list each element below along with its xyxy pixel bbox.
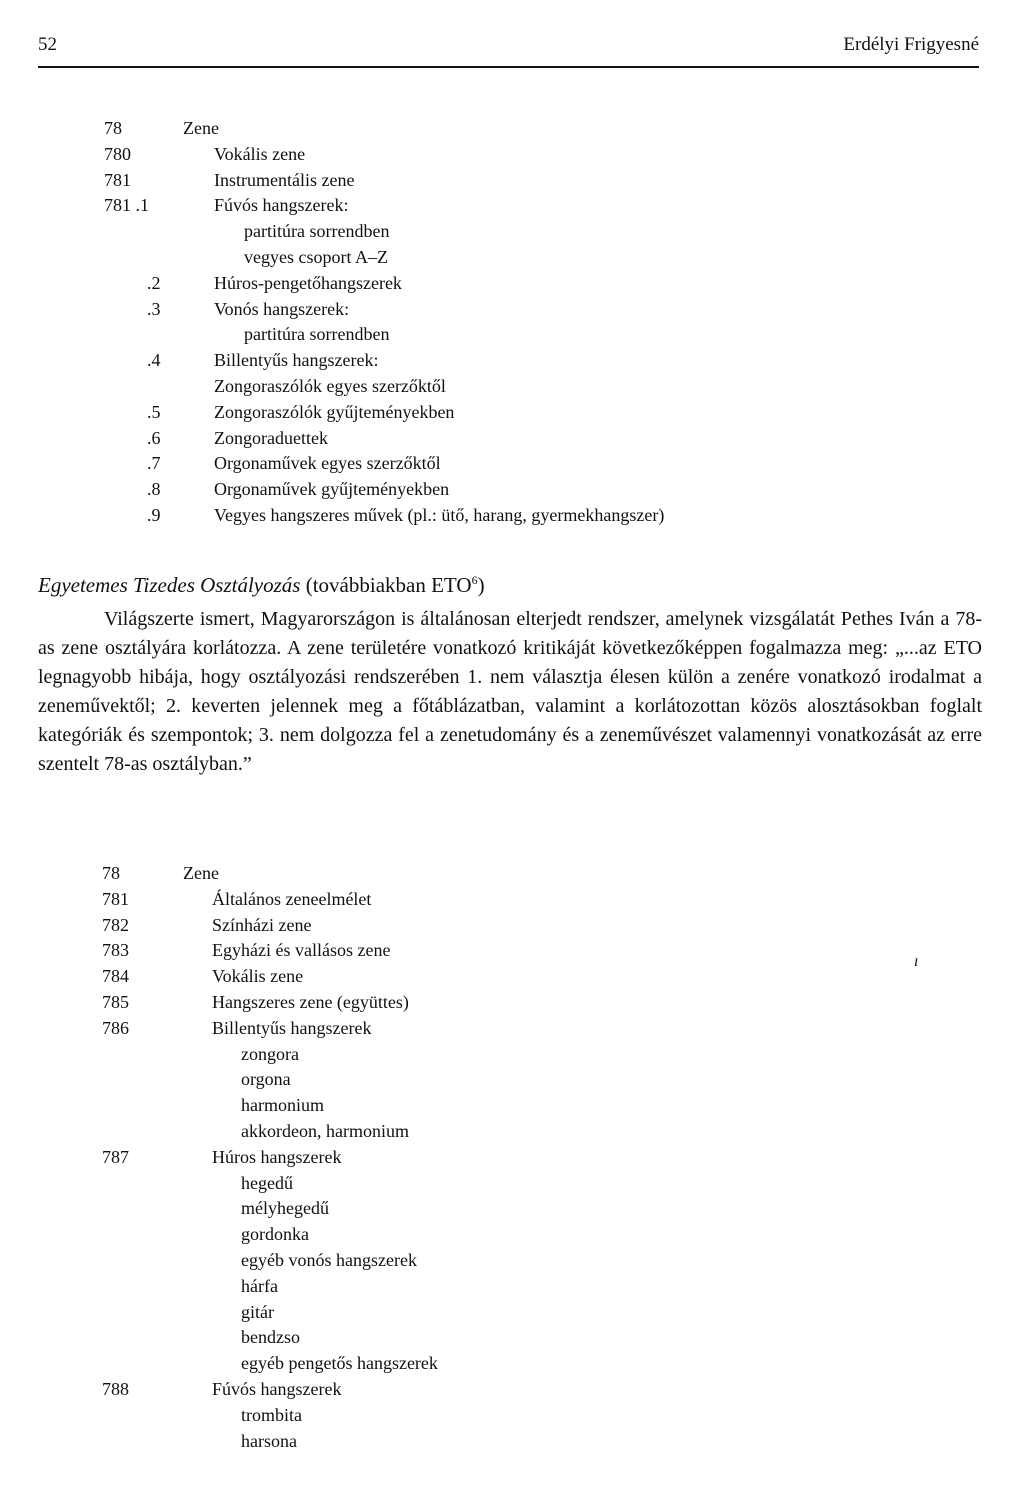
list-item <box>0 937 1000 963</box>
class-label: akkordeon, harmonium <box>241 1121 409 1141</box>
class-number: 784 <box>102 966 129 987</box>
class-number: .4 <box>147 350 161 371</box>
list-item <box>0 1324 1000 1350</box>
class-label: mélyhegedű <box>241 1198 329 1219</box>
class-number: 780 <box>104 143 131 164</box>
list-item <box>0 347 1000 373</box>
list-item <box>0 912 1000 938</box>
class-label: hárfa <box>241 1275 278 1296</box>
class-label: hegedű <box>241 1172 293 1193</box>
list-item <box>0 989 1000 1015</box>
class-number: 781 <box>102 888 129 909</box>
class-label: Hangszeres zene (együttes) <box>212 992 409 1012</box>
list-item <box>0 1273 1000 1299</box>
footnote-ref: 6 <box>471 573 478 587</box>
class-label: zongora <box>241 1043 299 1064</box>
class-label: harmonium <box>241 1095 324 1116</box>
class-label: Egyházi és vallásos zene <box>212 940 391 961</box>
class-label: Zene <box>183 118 219 138</box>
class-label: Vegyes hangszeres művek (pl.: ütő, harang, gyermekhangszer) <box>214 505 665 525</box>
section-title-italic: Egyetemes Tizedes Osztályozás <box>38 573 301 597</box>
list-item <box>0 1144 1000 1170</box>
list-item <box>0 1428 1000 1454</box>
class-number: 78 <box>102 863 120 883</box>
class-number: 781 <box>104 169 131 190</box>
list-item <box>0 1299 1000 1325</box>
list-item <box>0 192 1000 218</box>
list-item <box>0 450 1000 476</box>
running-author: Erdélyi Frigyesné <box>843 34 979 55</box>
list-item <box>0 476 1000 502</box>
list-item <box>0 1247 1000 1273</box>
class-label: Általános zeneelmélet <box>212 888 372 909</box>
class-label: Billentyűs hangszerek: <box>214 350 379 371</box>
class-number: .3 <box>147 298 161 319</box>
class-label: Zongoraszólók egyes szerzőktől <box>214 376 446 396</box>
list-item <box>0 1118 1000 1144</box>
class-label: harsona <box>241 1430 297 1451</box>
class-label: Zongoraduettek <box>214 427 328 448</box>
list-item <box>0 1041 1000 1067</box>
section-title-close: ) <box>477 573 485 597</box>
class-label: bendzso <box>241 1327 300 1348</box>
class-label: Zongoraszólók gyűjteményekben <box>214 401 455 422</box>
section-title-rest: (továbbiakban ETO <box>300 573 472 597</box>
stray-mark: ı <box>914 953 919 970</box>
list-item <box>0 373 1000 399</box>
class-label: trombita <box>241 1404 302 1425</box>
class-number: 786 <box>102 1017 129 1038</box>
class-label: Orgonaművek egyes szerzőktől <box>214 453 441 474</box>
class-label: Vonós hangszerek: <box>214 298 350 319</box>
list-item <box>0 1170 1000 1196</box>
list-item <box>0 321 1000 347</box>
class-number: .5 <box>147 401 161 422</box>
class-number: 788 <box>102 1379 129 1399</box>
list-item <box>0 425 1000 451</box>
class-label: Fúvós hangszerek: <box>214 195 349 216</box>
class-number: 787 <box>102 1146 129 1167</box>
class-label: gordonka <box>241 1224 309 1245</box>
section-title <box>38 573 485 598</box>
class-number: .6 <box>147 427 161 448</box>
class-number: 782 <box>102 914 129 935</box>
page-number: 52 <box>38 34 57 55</box>
class-label: vegyes csoport A–Z <box>244 247 388 267</box>
list-item <box>0 115 1000 141</box>
list-item <box>0 141 1000 167</box>
list-item <box>0 860 1000 886</box>
class-label: partitúra sorrendben <box>244 324 390 345</box>
class-number: 78 <box>104 118 122 138</box>
list-item <box>0 1221 1000 1247</box>
class-label: Vokális zene <box>214 143 306 164</box>
class-label: Orgonaművek gyűjteményekben <box>214 479 450 500</box>
class-label: orgona <box>241 1069 291 1090</box>
list-item <box>0 218 1000 244</box>
class-number: 785 <box>102 992 129 1012</box>
class-number: .7 <box>147 453 161 474</box>
list-item <box>0 270 1000 296</box>
list-item <box>0 167 1000 193</box>
class-number: 783 <box>102 940 129 961</box>
class-number: .2 <box>147 272 161 293</box>
list-item <box>0 399 1000 425</box>
class-label: Vokális zene <box>212 966 304 987</box>
list-item <box>0 502 1000 528</box>
class-label: Húros hangszerek <box>212 1146 342 1167</box>
class-label: Fúvós hangszerek <box>212 1379 342 1399</box>
list-item <box>0 1066 1000 1092</box>
class-number: .8 <box>147 479 161 500</box>
list-item <box>0 1092 1000 1118</box>
list-item <box>0 296 1000 322</box>
body-paragraph: Világszerte ismert, Magyarországon is általánosan elterjedt rendszer, amelynek vizsgálatát Pethes Iván a 78-as zene osztályára korlátozza. A zene területére vonatkozó kritikáját következőképpen fogalmazza meg: „...az ETO legnagyobb hibája, hogy osztályozási rendszerében 1. nem választja élesen külön a zenére vonatkozó irodalmat a zeneművektől; 2. keverten jelennek meg a főtáblázatban, valamint a korlátozottan közös alosztásokban foglalt kategóriák és szempontok; 3. nem dolgozza fel a zenetudomány és a zeneművészet valamennyi vonatkozását az erre szentelt 78-as osztályban.” <box>38 608 982 775</box>
list-item <box>0 1350 1000 1376</box>
class-label: Színházi zene <box>212 914 312 935</box>
class-label: Instrumentális zene <box>214 169 355 190</box>
class-label: egyéb vonós hangszerek <box>241 1250 417 1270</box>
class-label: partitúra sorrendben <box>244 221 390 242</box>
class-label: egyéb pengetős hangszerek <box>241 1353 438 1374</box>
list-item <box>0 1402 1000 1428</box>
class-label: Húros-pengetőhangszerek <box>214 272 402 293</box>
class-label: gitár <box>241 1301 274 1322</box>
list-item <box>0 1195 1000 1221</box>
class-number: .9 <box>147 505 161 525</box>
header-rule <box>38 66 979 68</box>
list-item <box>0 886 1000 912</box>
page-header <box>38 34 979 56</box>
class-label: Zene <box>183 863 219 883</box>
list-item <box>0 1015 1000 1041</box>
list-item <box>0 244 1000 270</box>
class-number: 781 .1 <box>104 195 149 216</box>
class-label: Billentyűs hangszerek <box>212 1017 372 1038</box>
list-item <box>0 963 1000 989</box>
list-item <box>0 1376 1000 1402</box>
